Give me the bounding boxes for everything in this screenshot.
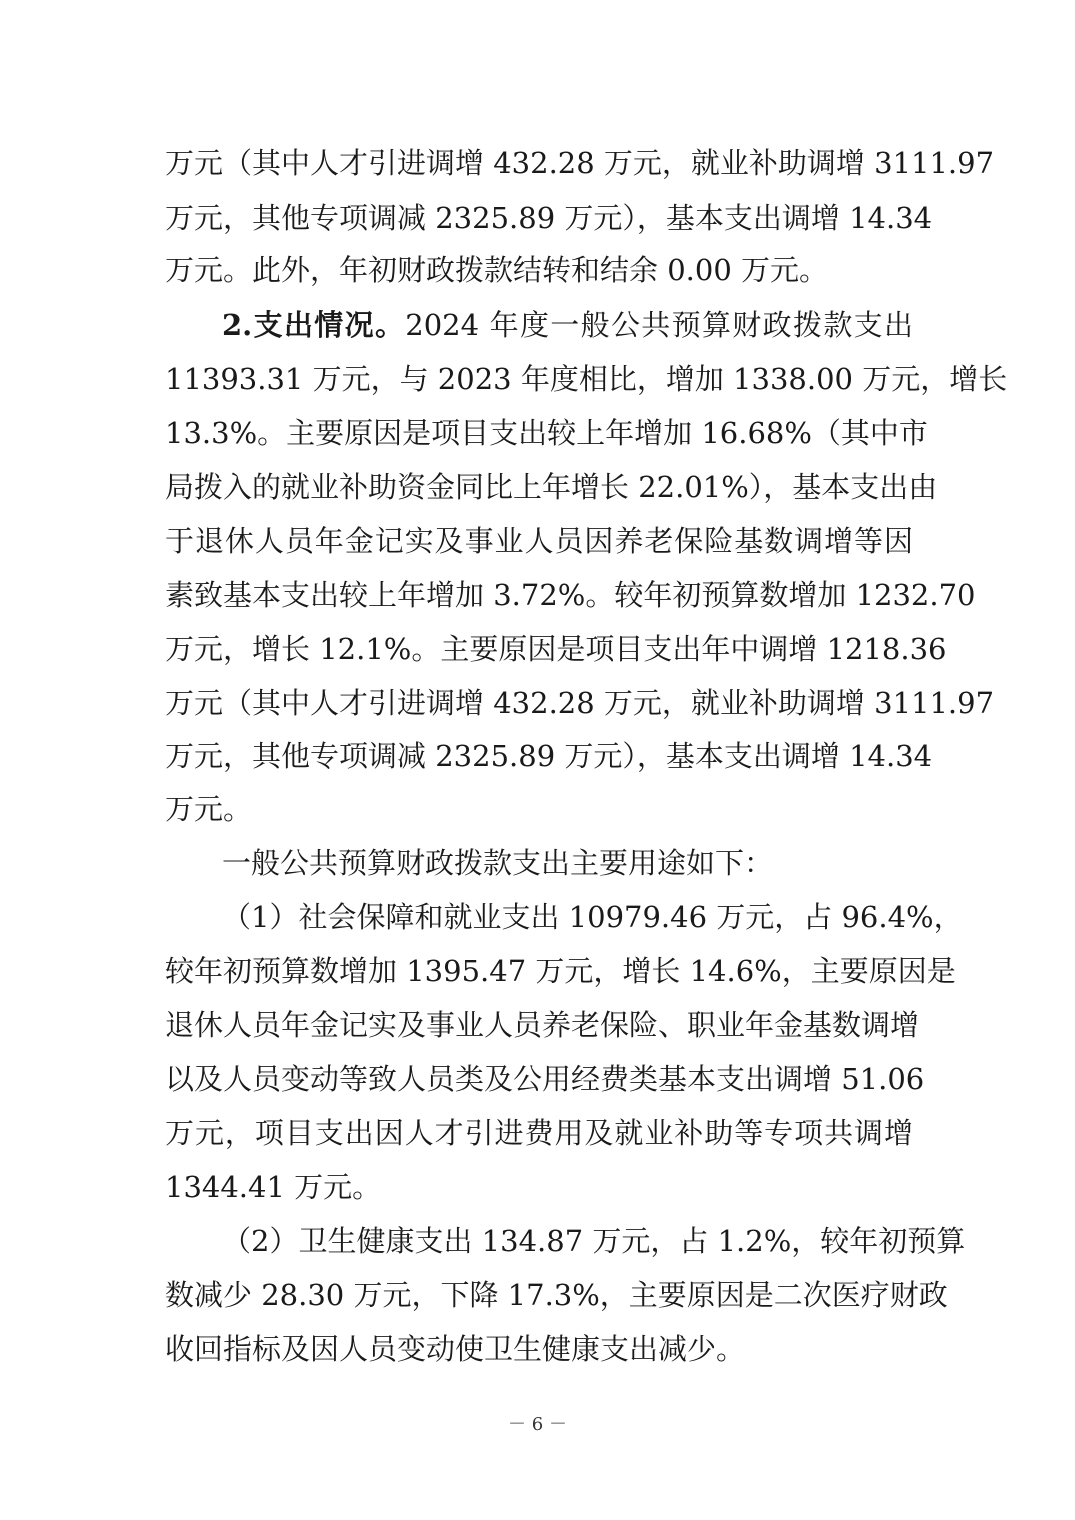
text-line: 万元，增长 12.1%。主要原因是项目支出年中调增 1218.36 — [165, 632, 947, 666]
text-line: 万元，其他专项调减 2325.89 万元），基本支出调增 14.34 — [165, 201, 933, 235]
text-line: 1344.41 万元。 — [165, 1170, 382, 1204]
text-line: （1）社会保障和就业支出 10979.46 万元，占 96.4%， — [222, 900, 963, 934]
text-line: （2）卫生健康支出 134.87 万元，占 1.2%，较年初预算 — [222, 1224, 966, 1258]
text-line: 万元，项目支出因人才引进费用及就业补助等专项共调增 — [165, 1116, 913, 1150]
text-line: 退休人员年金记实及事业人员养老保险、职业年金基数调增 — [165, 1008, 920, 1042]
text-line: 一般公共预算财政拨款支出主要用途如下： — [222, 846, 774, 880]
text-line: 万元（其中人才引进调增 432.28 万元，就业补助调增 3111.97 — [165, 146, 995, 180]
text-line: 11393.31 万元，与 2023 年度相比，增加 1338.00 万元，增长 — [165, 362, 1008, 396]
text-line: 于退休人员年金记实及事业人员因养老保险基数调增等因 — [165, 524, 913, 558]
text-line: 较年初预算数增加 1395.47 万元，增长 14.6%，主要原因是 — [165, 954, 956, 988]
text-line: 以及人员变动等致人员类及公用经费类基本支出调增 51.06 — [165, 1062, 925, 1096]
text-line: 素致基本支出较上年增加 3.72%。较年初预算数增加 1232.70 — [165, 578, 976, 612]
text-line: 数减少 28.30 万元，下降 17.3%，主要原因是二次医疗财政 — [165, 1278, 948, 1312]
text-line: 万元。此外，年初财政拨款结转和结余 0.00 万元。 — [165, 253, 829, 287]
text-line: 万元，其他专项调减 2325.89 万元），基本支出调增 14.34 — [165, 739, 933, 773]
text-line: 万元（其中人才引进调增 432.28 万元，就业补助调增 3111.97 — [165, 686, 995, 720]
page-number: － 6 － — [508, 1414, 567, 1435]
text-line: 13.3%。主要原因是项目支出较上年增加 16.68%（其中市 — [165, 416, 928, 450]
text-line: 收回指标及因人员变动使卫生健康支出减少。 — [165, 1332, 746, 1366]
text-line: 万元。 — [165, 792, 253, 826]
text-line: 2024 年度一般公共预算财政拨款支出 — [405, 308, 913, 342]
text-line: 局拨入的就业补助资金同比上年增长 22.01%），基本支出由 — [165, 470, 938, 504]
section-heading: 2.支出情况。 — [222, 308, 406, 342]
section-heading-line — [222, 298, 913, 352]
